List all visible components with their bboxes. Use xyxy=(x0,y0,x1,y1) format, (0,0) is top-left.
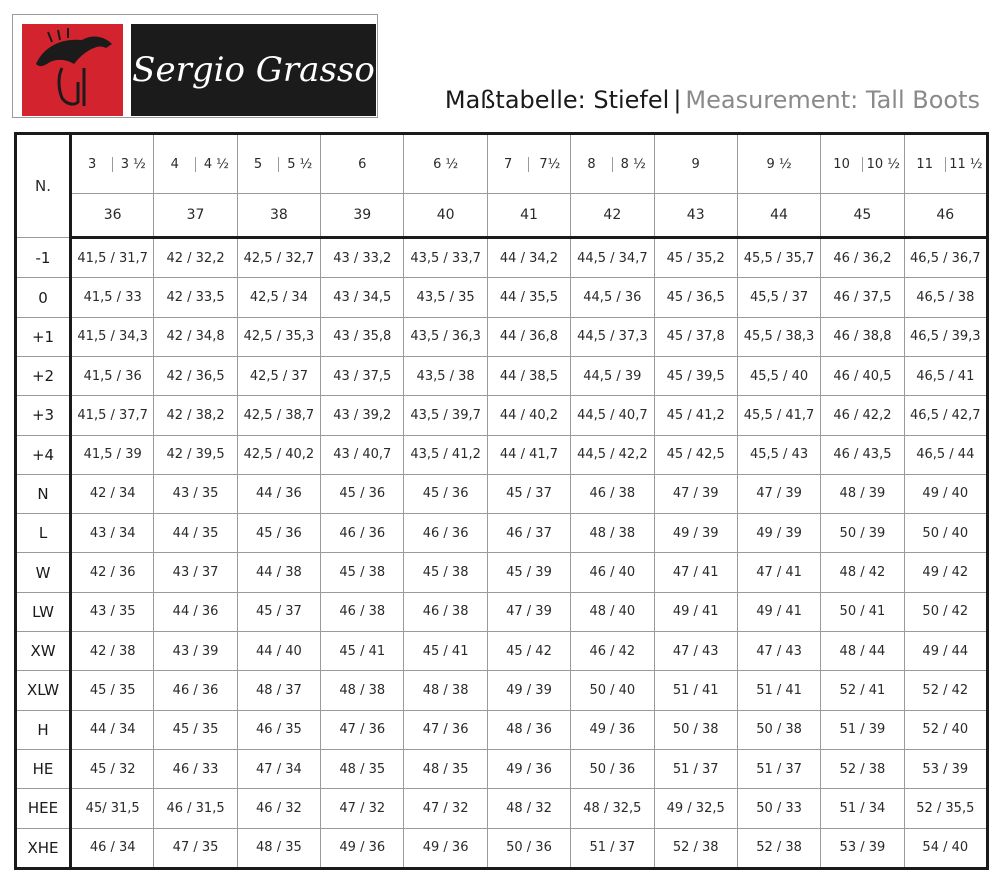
measurement-cell: 49 / 36 xyxy=(487,749,570,788)
measurement-cell: 46 / 40 xyxy=(571,553,654,592)
row-label: W xyxy=(16,553,71,592)
measurement-cell: 42,5 / 32,7 xyxy=(237,238,320,278)
measurement-cell: 45,5 / 41,7 xyxy=(737,396,820,435)
measurement-cell: 44 / 35,5 xyxy=(487,278,570,317)
measurement-cell: 43 / 35,8 xyxy=(321,317,404,356)
measurement-cell: 49 / 39 xyxy=(654,514,737,553)
measurement-cell: 41,5 / 34,3 xyxy=(71,317,154,356)
horse-emblem-icon xyxy=(22,24,123,116)
measurement-cell: 45,5 / 37 xyxy=(737,278,820,317)
measurement-cell: 43,5 / 35 xyxy=(404,278,487,317)
measurement-cell: 48 / 37 xyxy=(237,671,320,710)
measurement-cell: 42 / 39,5 xyxy=(154,435,237,474)
measurement-cell: 45/ 31,5 xyxy=(71,789,154,828)
uk-size-label: 7½ xyxy=(528,157,570,172)
measurement-cell: 42 / 34 xyxy=(71,474,154,513)
uk-size-label: 9 ½ xyxy=(766,156,792,172)
measurement-cell: 47 / 39 xyxy=(487,592,570,631)
measurement-cell: 46 / 38 xyxy=(404,592,487,631)
row-label: +2 xyxy=(16,356,71,395)
measurement-cell: 51 / 37 xyxy=(654,749,737,788)
measurement-cell: 52 / 42 xyxy=(904,671,987,710)
measurement-cell: 47 / 36 xyxy=(321,710,404,749)
measurement-cell: 47 / 39 xyxy=(654,474,737,513)
measurement-cell: 46 / 32 xyxy=(237,789,320,828)
eu-size-cell: 46 xyxy=(904,194,987,238)
measurement-cell: 46 / 36,2 xyxy=(821,238,904,278)
measurement-cell: 44,5 / 40,7 xyxy=(571,396,654,435)
measurement-cell: 50 / 36 xyxy=(571,749,654,788)
measurement-cell: 42 / 38,2 xyxy=(154,396,237,435)
uk-size-pair xyxy=(404,135,486,193)
measurement-cell: 48 / 42 xyxy=(821,553,904,592)
uk-size-label: 8 xyxy=(587,156,596,172)
uk-size-label: 4 xyxy=(170,156,179,172)
measurement-cell: 45 / 36 xyxy=(404,474,487,513)
table-row xyxy=(16,828,988,868)
measurement-cell: 44 / 41,7 xyxy=(487,435,570,474)
measurement-cell: 50 / 42 xyxy=(904,592,987,631)
row-label: +4 xyxy=(16,435,71,474)
measurement-cell: 48 / 36 xyxy=(487,710,570,749)
measurement-cell: 48 / 44 xyxy=(821,632,904,671)
measurement-cell: 49 / 36 xyxy=(404,828,487,868)
uk-size-pair xyxy=(238,135,320,193)
uk-size-pair xyxy=(821,135,903,193)
measurement-cell: 51 / 41 xyxy=(737,671,820,710)
uk-size-pair xyxy=(905,135,986,193)
eu-size-cell: 41 xyxy=(487,194,570,238)
uk-size-label: 5 ½ xyxy=(278,157,320,172)
measurement-cell: 46,5 / 36,7 xyxy=(904,238,987,278)
measurement-cell: 45 / 42 xyxy=(487,632,570,671)
brand-logo xyxy=(12,14,378,118)
measurement-cell: 44 / 36,8 xyxy=(487,317,570,356)
measurement-cell: 46 / 40,5 xyxy=(821,356,904,395)
table-row xyxy=(16,710,988,749)
measurement-cell: 45 / 39 xyxy=(487,553,570,592)
measurement-cell: 42 / 36,5 xyxy=(154,356,237,395)
measurement-cell: 46 / 34 xyxy=(71,828,154,868)
measurement-cell: 49 / 41 xyxy=(654,592,737,631)
measurement-cell: 41,5 / 37,7 xyxy=(71,396,154,435)
eu-size-cell: 39 xyxy=(321,194,404,238)
measurement-cell: 46 / 36 xyxy=(321,514,404,553)
measurement-cell: 54 / 40 xyxy=(904,828,987,868)
measurement-cell: 51 / 41 xyxy=(654,671,737,710)
uk-size-cell xyxy=(571,134,654,194)
measurement-cell: 45 / 36,5 xyxy=(654,278,737,317)
measurement-cell: 43 / 39,2 xyxy=(321,396,404,435)
measurement-cell: 48 / 38 xyxy=(404,671,487,710)
measurement-cell: 44 / 35 xyxy=(154,514,237,553)
table-row xyxy=(16,435,988,474)
measurement-cell: 50 / 39 xyxy=(821,514,904,553)
measurement-cell: 48 / 32 xyxy=(487,789,570,828)
measurement-cell: 45 / 41 xyxy=(321,632,404,671)
uk-size-cell xyxy=(821,134,904,194)
measurement-cell: 51 / 37 xyxy=(737,749,820,788)
measurement-cell: 41,5 / 31,7 xyxy=(71,238,154,278)
measurement-cell: 46,5 / 38 xyxy=(904,278,987,317)
measurement-cell: 45 / 35 xyxy=(154,710,237,749)
measurement-cell: 46 / 42 xyxy=(571,632,654,671)
uk-size-label: 6 ½ xyxy=(433,156,459,172)
row-label: LW xyxy=(16,592,71,631)
measurement-cell: 50 / 41 xyxy=(821,592,904,631)
measurement-cell: 52 / 35,5 xyxy=(904,789,987,828)
eu-size-cell: 43 xyxy=(654,194,737,238)
measurement-cell: 42,5 / 35,3 xyxy=(237,317,320,356)
measurement-cell: 45 / 37 xyxy=(487,474,570,513)
measurement-cell: 43 / 33,2 xyxy=(321,238,404,278)
uk-size-cell xyxy=(154,134,237,194)
measurement-cell: 44,5 / 36 xyxy=(571,278,654,317)
measurement-cell: 51 / 39 xyxy=(821,710,904,749)
eu-size-row xyxy=(16,194,988,238)
table-row xyxy=(16,238,988,278)
measurement-cell: 48 / 35 xyxy=(237,828,320,868)
uk-size-label: 11 xyxy=(916,156,933,172)
row-label: +3 xyxy=(16,396,71,435)
table-row xyxy=(16,632,988,671)
measurement-cell: 42 / 36 xyxy=(71,553,154,592)
eu-size-cell: 40 xyxy=(404,194,487,238)
measurement-cell: 47 / 41 xyxy=(737,553,820,592)
measurement-cell: 42 / 38 xyxy=(71,632,154,671)
uk-size-label: 4 ½ xyxy=(195,157,237,172)
uk-size-label: 10 xyxy=(833,156,850,172)
page-title xyxy=(445,86,980,114)
uk-size-pair xyxy=(72,135,153,193)
measurement-cell: 47 / 32 xyxy=(321,789,404,828)
row-label: HEE xyxy=(16,789,71,828)
row-label: +1 xyxy=(16,317,71,356)
measurement-cell: 43 / 35 xyxy=(154,474,237,513)
uk-size-label: 3 ½ xyxy=(112,157,153,172)
measurement-cell: 43,5 / 33,7 xyxy=(404,238,487,278)
table-row xyxy=(16,396,988,435)
measurement-cell: 42 / 32,2 xyxy=(154,238,237,278)
uk-size-row xyxy=(16,134,988,194)
measurement-cell: 46 / 31,5 xyxy=(154,789,237,828)
measurement-cell: 44 / 40 xyxy=(237,632,320,671)
measurement-cell: 49 / 39 xyxy=(737,514,820,553)
measurement-cell: 41,5 / 39 xyxy=(71,435,154,474)
measurement-cell: 49 / 44 xyxy=(904,632,987,671)
measurement-cell: 49 / 40 xyxy=(904,474,987,513)
measurement-cell: 47 / 35 xyxy=(154,828,237,868)
title-separator: | xyxy=(673,86,682,114)
measurement-cell: 49 / 36 xyxy=(571,710,654,749)
measurement-cell: 45 / 36 xyxy=(237,514,320,553)
row-label: XLW xyxy=(16,671,71,710)
measurement-cell: 50 / 38 xyxy=(737,710,820,749)
table-row xyxy=(16,356,988,395)
row-label: N xyxy=(16,474,71,513)
measurement-cell: 43,5 / 38 xyxy=(404,356,487,395)
measurement-cell: 48 / 35 xyxy=(404,749,487,788)
measurement-cell: 48 / 40 xyxy=(571,592,654,631)
measurement-cell: 48 / 39 xyxy=(821,474,904,513)
measurement-cell: 45 / 39,5 xyxy=(654,356,737,395)
measurement-cell: 46 / 43,5 xyxy=(821,435,904,474)
measurement-cell: 46 / 36 xyxy=(154,671,237,710)
row-label: XHE xyxy=(16,828,71,868)
measurement-cell: 45,5 / 35,7 xyxy=(737,238,820,278)
measurement-cell: 47 / 41 xyxy=(654,553,737,592)
measurement-cell: 50 / 36 xyxy=(487,828,570,868)
measurement-cell: 49 / 32,5 xyxy=(654,789,737,828)
measurement-cell: 50 / 38 xyxy=(654,710,737,749)
measurement-cell: 45 / 41,2 xyxy=(654,396,737,435)
measurement-cell: 43 / 35 xyxy=(71,592,154,631)
measurement-cell: 45 / 37,8 xyxy=(654,317,737,356)
measurement-cell: 43,5 / 39,7 xyxy=(404,396,487,435)
measurement-cell: 46 / 37,5 xyxy=(821,278,904,317)
table-row xyxy=(16,514,988,553)
row-label: 0 xyxy=(16,278,71,317)
size-table xyxy=(14,132,989,870)
measurement-cell: 46 / 35 xyxy=(237,710,320,749)
eu-size-cell: 38 xyxy=(237,194,320,238)
measurement-rows xyxy=(16,238,988,869)
table-row xyxy=(16,592,988,631)
measurement-cell: 46,5 / 44 xyxy=(904,435,987,474)
measurement-cell: 42 / 34,8 xyxy=(154,317,237,356)
measurement-cell: 42,5 / 40,2 xyxy=(237,435,320,474)
measurement-cell: 47 / 36 xyxy=(404,710,487,749)
measurement-cell: 47 / 43 xyxy=(654,632,737,671)
measurement-cell: 48 / 32,5 xyxy=(571,789,654,828)
title-german: Maßtabelle: Stiefel xyxy=(444,86,670,114)
measurement-cell: 43 / 40,7 xyxy=(321,435,404,474)
table-row xyxy=(16,789,988,828)
uk-size-label: 3 xyxy=(87,156,97,172)
row-label: HE xyxy=(16,749,71,788)
brand-plate xyxy=(131,24,376,116)
measurement-cell: 45 / 41 xyxy=(404,632,487,671)
uk-size-cell xyxy=(237,134,320,194)
table-row xyxy=(16,474,988,513)
measurement-cell: 46 / 37 xyxy=(487,514,570,553)
corner-label: N. xyxy=(16,134,71,238)
uk-size-cell xyxy=(487,134,570,194)
measurement-cell: 46 / 38 xyxy=(321,592,404,631)
measurement-cell: 47 / 34 xyxy=(237,749,320,788)
title-english: Measurement: Tall Boots xyxy=(685,86,980,114)
measurement-cell: 52 / 41 xyxy=(821,671,904,710)
measurement-cell: 52 / 38 xyxy=(654,828,737,868)
row-label: -1 xyxy=(16,238,71,278)
uk-size-label: 8 ½ xyxy=(612,157,654,172)
measurement-cell: 49 / 39 xyxy=(487,671,570,710)
row-label: H xyxy=(16,710,71,749)
measurement-cell: 46,5 / 39,3 xyxy=(904,317,987,356)
measurement-cell: 44,5 / 42,2 xyxy=(571,435,654,474)
measurement-cell: 42,5 / 37 xyxy=(237,356,320,395)
eu-size-cell: 37 xyxy=(154,194,237,238)
measurement-cell: 49 / 41 xyxy=(737,592,820,631)
measurement-cell: 44 / 36 xyxy=(154,592,237,631)
measurement-cell: 45,5 / 43 xyxy=(737,435,820,474)
measurement-cell: 44 / 34,2 xyxy=(487,238,570,278)
row-label: XW xyxy=(16,632,71,671)
uk-size-label: 9 xyxy=(691,156,700,172)
measurement-cell: 44 / 34 xyxy=(71,710,154,749)
measurement-cell: 42,5 / 34 xyxy=(237,278,320,317)
measurement-cell: 43 / 34 xyxy=(71,514,154,553)
uk-size-cell xyxy=(321,134,404,194)
measurement-cell: 45 / 38 xyxy=(404,553,487,592)
measurement-cell: 45,5 / 38,3 xyxy=(737,317,820,356)
measurement-cell: 42 / 33,5 xyxy=(154,278,237,317)
measurement-cell: 44,5 / 34,7 xyxy=(571,238,654,278)
measurement-cell: 44 / 38,5 xyxy=(487,356,570,395)
measurement-cell: 46 / 33 xyxy=(154,749,237,788)
measurement-cell: 47 / 32 xyxy=(404,789,487,828)
measurement-cell: 43 / 39 xyxy=(154,632,237,671)
measurement-cell: 43 / 37 xyxy=(154,553,237,592)
measurement-cell: 48 / 38 xyxy=(321,671,404,710)
table-row xyxy=(16,749,988,788)
uk-size-cell xyxy=(654,134,737,194)
measurement-cell: 51 / 37 xyxy=(571,828,654,868)
measurement-cell: 51 / 34 xyxy=(821,789,904,828)
measurement-cell: 46,5 / 42,7 xyxy=(904,396,987,435)
measurement-cell: 45,5 / 40 xyxy=(737,356,820,395)
table-row xyxy=(16,317,988,356)
measurement-cell: 44,5 / 37,3 xyxy=(571,317,654,356)
measurement-cell: 46 / 36 xyxy=(404,514,487,553)
measurement-cell: 43 / 37,5 xyxy=(321,356,404,395)
measurement-cell: 49 / 42 xyxy=(904,553,987,592)
measurement-cell: 44 / 40,2 xyxy=(487,396,570,435)
measurement-cell: 45 / 37 xyxy=(237,592,320,631)
measurement-cell: 44 / 38 xyxy=(237,553,320,592)
measurement-cell: 48 / 38 xyxy=(571,514,654,553)
uk-size-pair xyxy=(488,135,570,193)
uk-size-cell xyxy=(737,134,820,194)
eu-size-cell: 42 xyxy=(571,194,654,238)
brand-name: Sergio Grasso xyxy=(132,50,375,90)
measurement-cell: 53 / 39 xyxy=(821,828,904,868)
uk-size-pair xyxy=(321,135,403,193)
measurement-cell: 41,5 / 33 xyxy=(71,278,154,317)
uk-size-pair xyxy=(655,135,737,193)
uk-size-cell xyxy=(71,134,154,194)
measurement-cell: 47 / 39 xyxy=(737,474,820,513)
uk-size-label: 5 xyxy=(253,156,263,172)
measurement-cell: 50 / 40 xyxy=(571,671,654,710)
measurement-cell: 47 / 43 xyxy=(737,632,820,671)
table-row xyxy=(16,278,988,317)
measurement-cell: 43,5 / 41,2 xyxy=(404,435,487,474)
uk-size-pair xyxy=(154,135,236,193)
measurement-cell: 49 / 36 xyxy=(321,828,404,868)
uk-size-label: 11 ½ xyxy=(945,157,986,172)
measurement-cell: 44,5 / 39 xyxy=(571,356,654,395)
eu-size-cell: 44 xyxy=(737,194,820,238)
measurement-cell: 45 / 36 xyxy=(321,474,404,513)
measurement-cell: 46 / 38,8 xyxy=(821,317,904,356)
uk-size-label: 6 xyxy=(358,156,367,172)
uk-size-pair xyxy=(738,135,820,193)
measurement-cell: 41,5 / 36 xyxy=(71,356,154,395)
measurement-cell: 45 / 38 xyxy=(321,553,404,592)
measurement-cell: 42,5 / 38,7 xyxy=(237,396,320,435)
measurement-cell: 45 / 35 xyxy=(71,671,154,710)
measurement-cell: 45 / 32 xyxy=(71,749,154,788)
measurement-cell: 52 / 38 xyxy=(737,828,820,868)
table-row xyxy=(16,553,988,592)
measurement-cell: 46 / 42,2 xyxy=(821,396,904,435)
uk-size-pair xyxy=(571,135,653,193)
measurement-cell: 53 / 39 xyxy=(904,749,987,788)
table-row xyxy=(16,671,988,710)
eu-size-cell: 45 xyxy=(821,194,904,238)
measurement-cell: 43,5 / 36,3 xyxy=(404,317,487,356)
measurement-cell: 52 / 40 xyxy=(904,710,987,749)
measurement-cell: 43 / 34,5 xyxy=(321,278,404,317)
row-label: L xyxy=(16,514,71,553)
measurement-cell: 50 / 40 xyxy=(904,514,987,553)
uk-size-label: 7 xyxy=(504,156,513,172)
eu-size-cell: 36 xyxy=(71,194,154,238)
measurement-cell: 48 / 35 xyxy=(321,749,404,788)
measurement-cell: 46,5 / 41 xyxy=(904,356,987,395)
measurement-cell: 50 / 33 xyxy=(737,789,820,828)
measurement-cell: 44 / 36 xyxy=(237,474,320,513)
uk-size-label: 10 ½ xyxy=(862,157,904,172)
measurement-cell: 46 / 38 xyxy=(571,474,654,513)
uk-size-cell xyxy=(904,134,987,194)
measurement-cell: 45 / 35,2 xyxy=(654,238,737,278)
measurement-cell: 52 / 38 xyxy=(821,749,904,788)
measurement-cell: 45 / 42,5 xyxy=(654,435,737,474)
uk-size-cell xyxy=(404,134,487,194)
